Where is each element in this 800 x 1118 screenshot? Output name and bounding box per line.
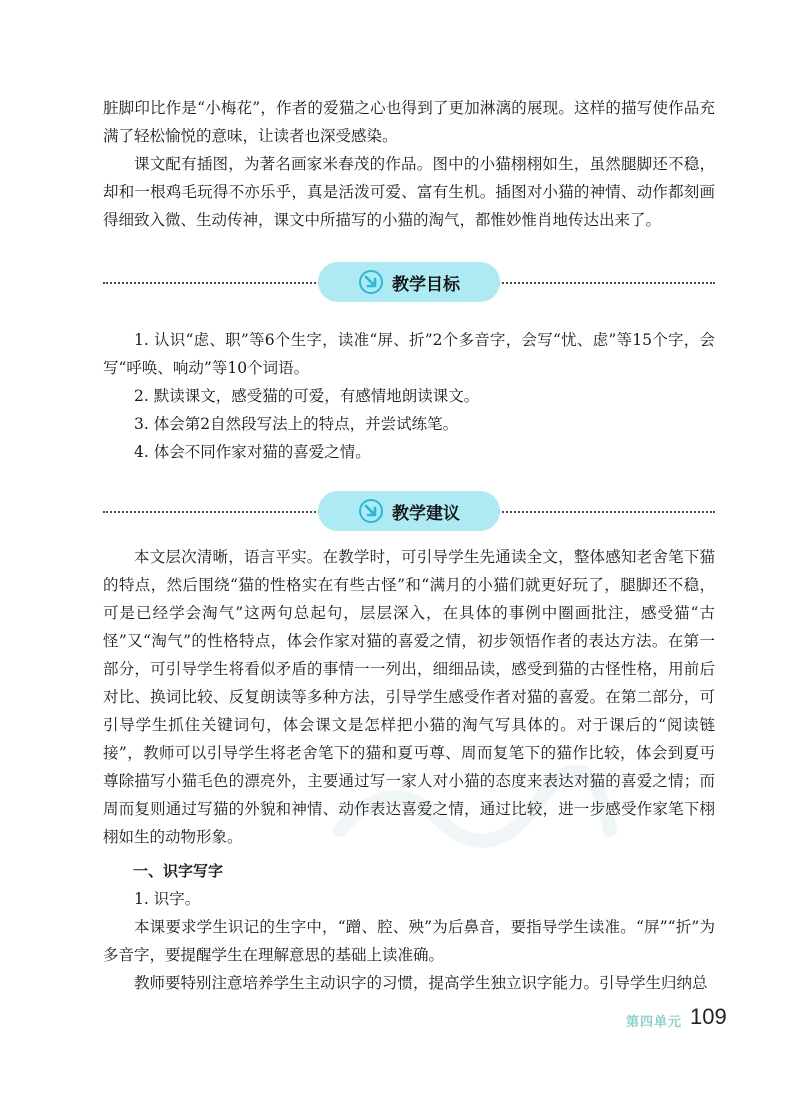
intro-paragraph-2: 课文配有插图，为著名画家米春茂的作品。图中的小猫栩栩如生，虽然腿脚还不稳，却和一根鸡毛玩得不亦乐乎，真是活泼可爱、富有生机。插图对小猫的神情、动作都刻画得细致入微、生动传神，课文中所描写的小猫的淘气，都惟妙惟肖地传达出来了。 — [103, 155, 715, 229]
literacy-paragraph: 本课要求学生识记的生字中，“蹭、腔、殃”为后鼻音，要指导学生读准。“屏”“折”为多音字，要提醒学生在理解意思的基础上读准确。 — [103, 918, 715, 964]
suggestions-text — [103, 543, 715, 851]
sub-heading: 一、识字写字 — [133, 862, 224, 880]
goal-item: 3. 体会第2自然段写法上的特点，并尝试练笔。 — [134, 415, 459, 433]
sub-item: 1. 识字。 — [134, 890, 201, 908]
section-title: 教学目标 — [392, 274, 460, 295]
section-title: 教学建议 — [392, 503, 460, 524]
unit-label: 第四单元 — [626, 1015, 683, 1030]
suggestion-paragraph: 本文层次清晰，语言平实。在教学时，可引导学生先通读全文，整体感知老舍笔下猫的特点，然后围绕“猫的性格实在有些古怪”和“满月的小猫们就更好玩了，腿脚还不稳，可是已经学会淘气”这两句总起句，层层深入，在具体的事例中圈画批注，感受猫“古怪”又“淘气”的性格特点，体会作家对猫的喜爱之情，初步领悟作者的表达方法。在第一部分，可引导学生将看似矛盾的事情一一列出，细细品读，感受到猫的古怪性格，用前后对比、换词比较、反复朗读等多种方法，引导学生感受作者对猫的喜爱。在第二部分，可引导学生抓住关键词句，体会课文是怎样把小猫的淘气写具体的。对于课后的“阅读链接”，教师可以引导学生将老舍笔下的猫和夏丏尊、周而复笔下的猫作比较，体会到夏丏尊除描写小猫毛色的漂亮外，主要通过写一家人对小猫的态度来表达对猫的喜爱之情；而周而复则通过写猫的外貌和神情、动作表达喜爱之情，通过比较，进一步感受作家笔下栩栩如生的动物形象。 — [103, 548, 715, 846]
goals-list — [103, 326, 715, 466]
section-title-badge — [318, 262, 500, 302]
section-title-badge — [318, 491, 500, 531]
goal-item: 2. 默读课文，感受猫的可爱，有感情地朗读课文。 — [134, 387, 480, 405]
arrow-down-right-icon — [358, 498, 384, 524]
intro-text — [103, 94, 715, 234]
arrow-down-right-icon — [358, 269, 384, 295]
page-number: 109 — [690, 1004, 727, 1029]
section-header-suggestions — [103, 490, 715, 534]
literacy-section — [103, 857, 715, 997]
intro-paragraph-1: 脏脚印比作是“小梅花”，作者的爱猫之心也得到了更加淋漓的展现。这样的描写使作品充满了轻松愉悦的意味，让读者也深受感染。 — [103, 99, 715, 145]
section-header-goals — [103, 261, 715, 305]
literacy-paragraph: 教师要特别注意培养学生主动识字的习惯，提高学生独立识字能力。引导学生归纳总 — [134, 974, 708, 992]
goal-item: 4. 体会不同作家对猫的喜爱之情。 — [134, 443, 371, 461]
goal-item: 1. 认识“虑、职”等6个生字，读准“屏、折”2个多音字，会写“忧、虑”等15个字，会写“呼唤、响动”等10个词语。 — [103, 331, 715, 377]
